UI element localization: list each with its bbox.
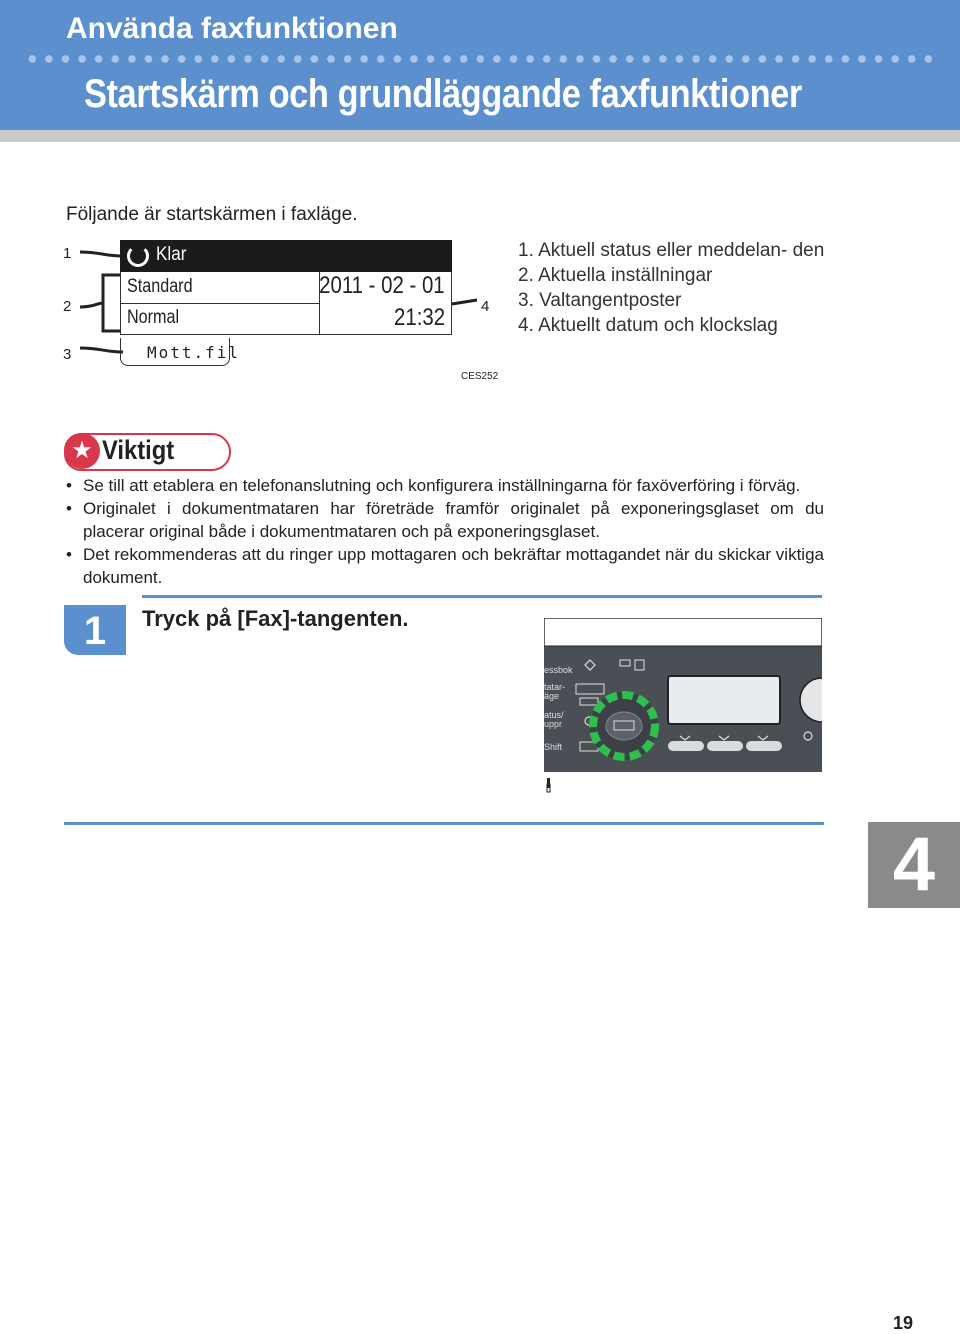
panel-label: tatar- xyxy=(544,682,566,692)
legend-item: 3. Valtangentposter xyxy=(518,290,682,311)
header-divider xyxy=(0,130,960,142)
important-badge xyxy=(64,433,231,471)
step-instruction: Tryck på [Fax]-tangenten. xyxy=(142,606,409,631)
diagram-code: CES252 xyxy=(461,371,499,382)
status-bar xyxy=(120,240,452,272)
panel-label: äge xyxy=(544,691,560,701)
intro-text: Följande är startskärmen i faxläge. xyxy=(66,204,358,225)
divider xyxy=(121,303,319,304)
control-panel-drawing xyxy=(544,618,822,818)
list-item: • Det rekommenderas att du ringer upp mottagaren och bekräftar mottagandet när du skickar viktiga dokument. xyxy=(66,543,824,589)
list-item: • Originalet i dokumentmataren har företräde framför originalet på exponeringsglaset om du placerar original både i dokumentmataren och på exponeringsglaset. xyxy=(66,497,824,543)
list-item: • Se till att etablera en telefonanslutning och konfigurera inställningarna för faxöverföring i förväg. xyxy=(66,474,824,497)
legend-item: 1. Aktuell status eller meddelan- den xyxy=(518,240,825,261)
settings-area xyxy=(120,272,452,335)
current-time: 21:32 xyxy=(393,304,445,331)
busy-icon xyxy=(127,245,149,267)
callout-number: 3 xyxy=(63,346,72,363)
lcd-screen xyxy=(120,240,452,370)
important-label: Viktigt xyxy=(102,435,175,465)
setting-resolution: Standard xyxy=(127,276,193,297)
page-number: 19 xyxy=(893,1313,914,1333)
callout-number: 2 xyxy=(63,298,72,315)
panel-label: uppr xyxy=(544,719,563,729)
legend-item: 4. Aktuellt datum och klockslag xyxy=(518,315,778,336)
section-title: Använda faxfunktionen xyxy=(66,12,398,45)
panel-label-shift: Shift xyxy=(544,742,563,752)
control-panel-illustration xyxy=(544,618,822,818)
setting-contrast: Normal xyxy=(127,307,180,328)
step-number: 1 xyxy=(64,605,126,655)
page-title: Startskärm och grundläggande faxfunktioner xyxy=(84,72,802,116)
star-icon: ★ xyxy=(64,433,100,469)
step-divider xyxy=(142,595,822,598)
status-text: Klar xyxy=(156,244,187,265)
important-list xyxy=(66,474,824,589)
panel-label: atus/ xyxy=(544,710,564,720)
bottom-divider xyxy=(64,822,824,825)
legend-item: 2. Aktuella inställningar xyxy=(518,265,713,286)
dot-row-decoration xyxy=(24,54,934,64)
callout-number: 4 xyxy=(481,298,490,315)
selection-key: Mott.fil xyxy=(120,338,230,366)
current-date: 2011 - 02 - 01 xyxy=(319,272,445,299)
legend-list xyxy=(518,238,828,338)
chapter-tab: 4 xyxy=(868,822,960,908)
panel-label-address-book: essbok xyxy=(544,665,573,675)
callout-number: 1 xyxy=(63,245,72,262)
